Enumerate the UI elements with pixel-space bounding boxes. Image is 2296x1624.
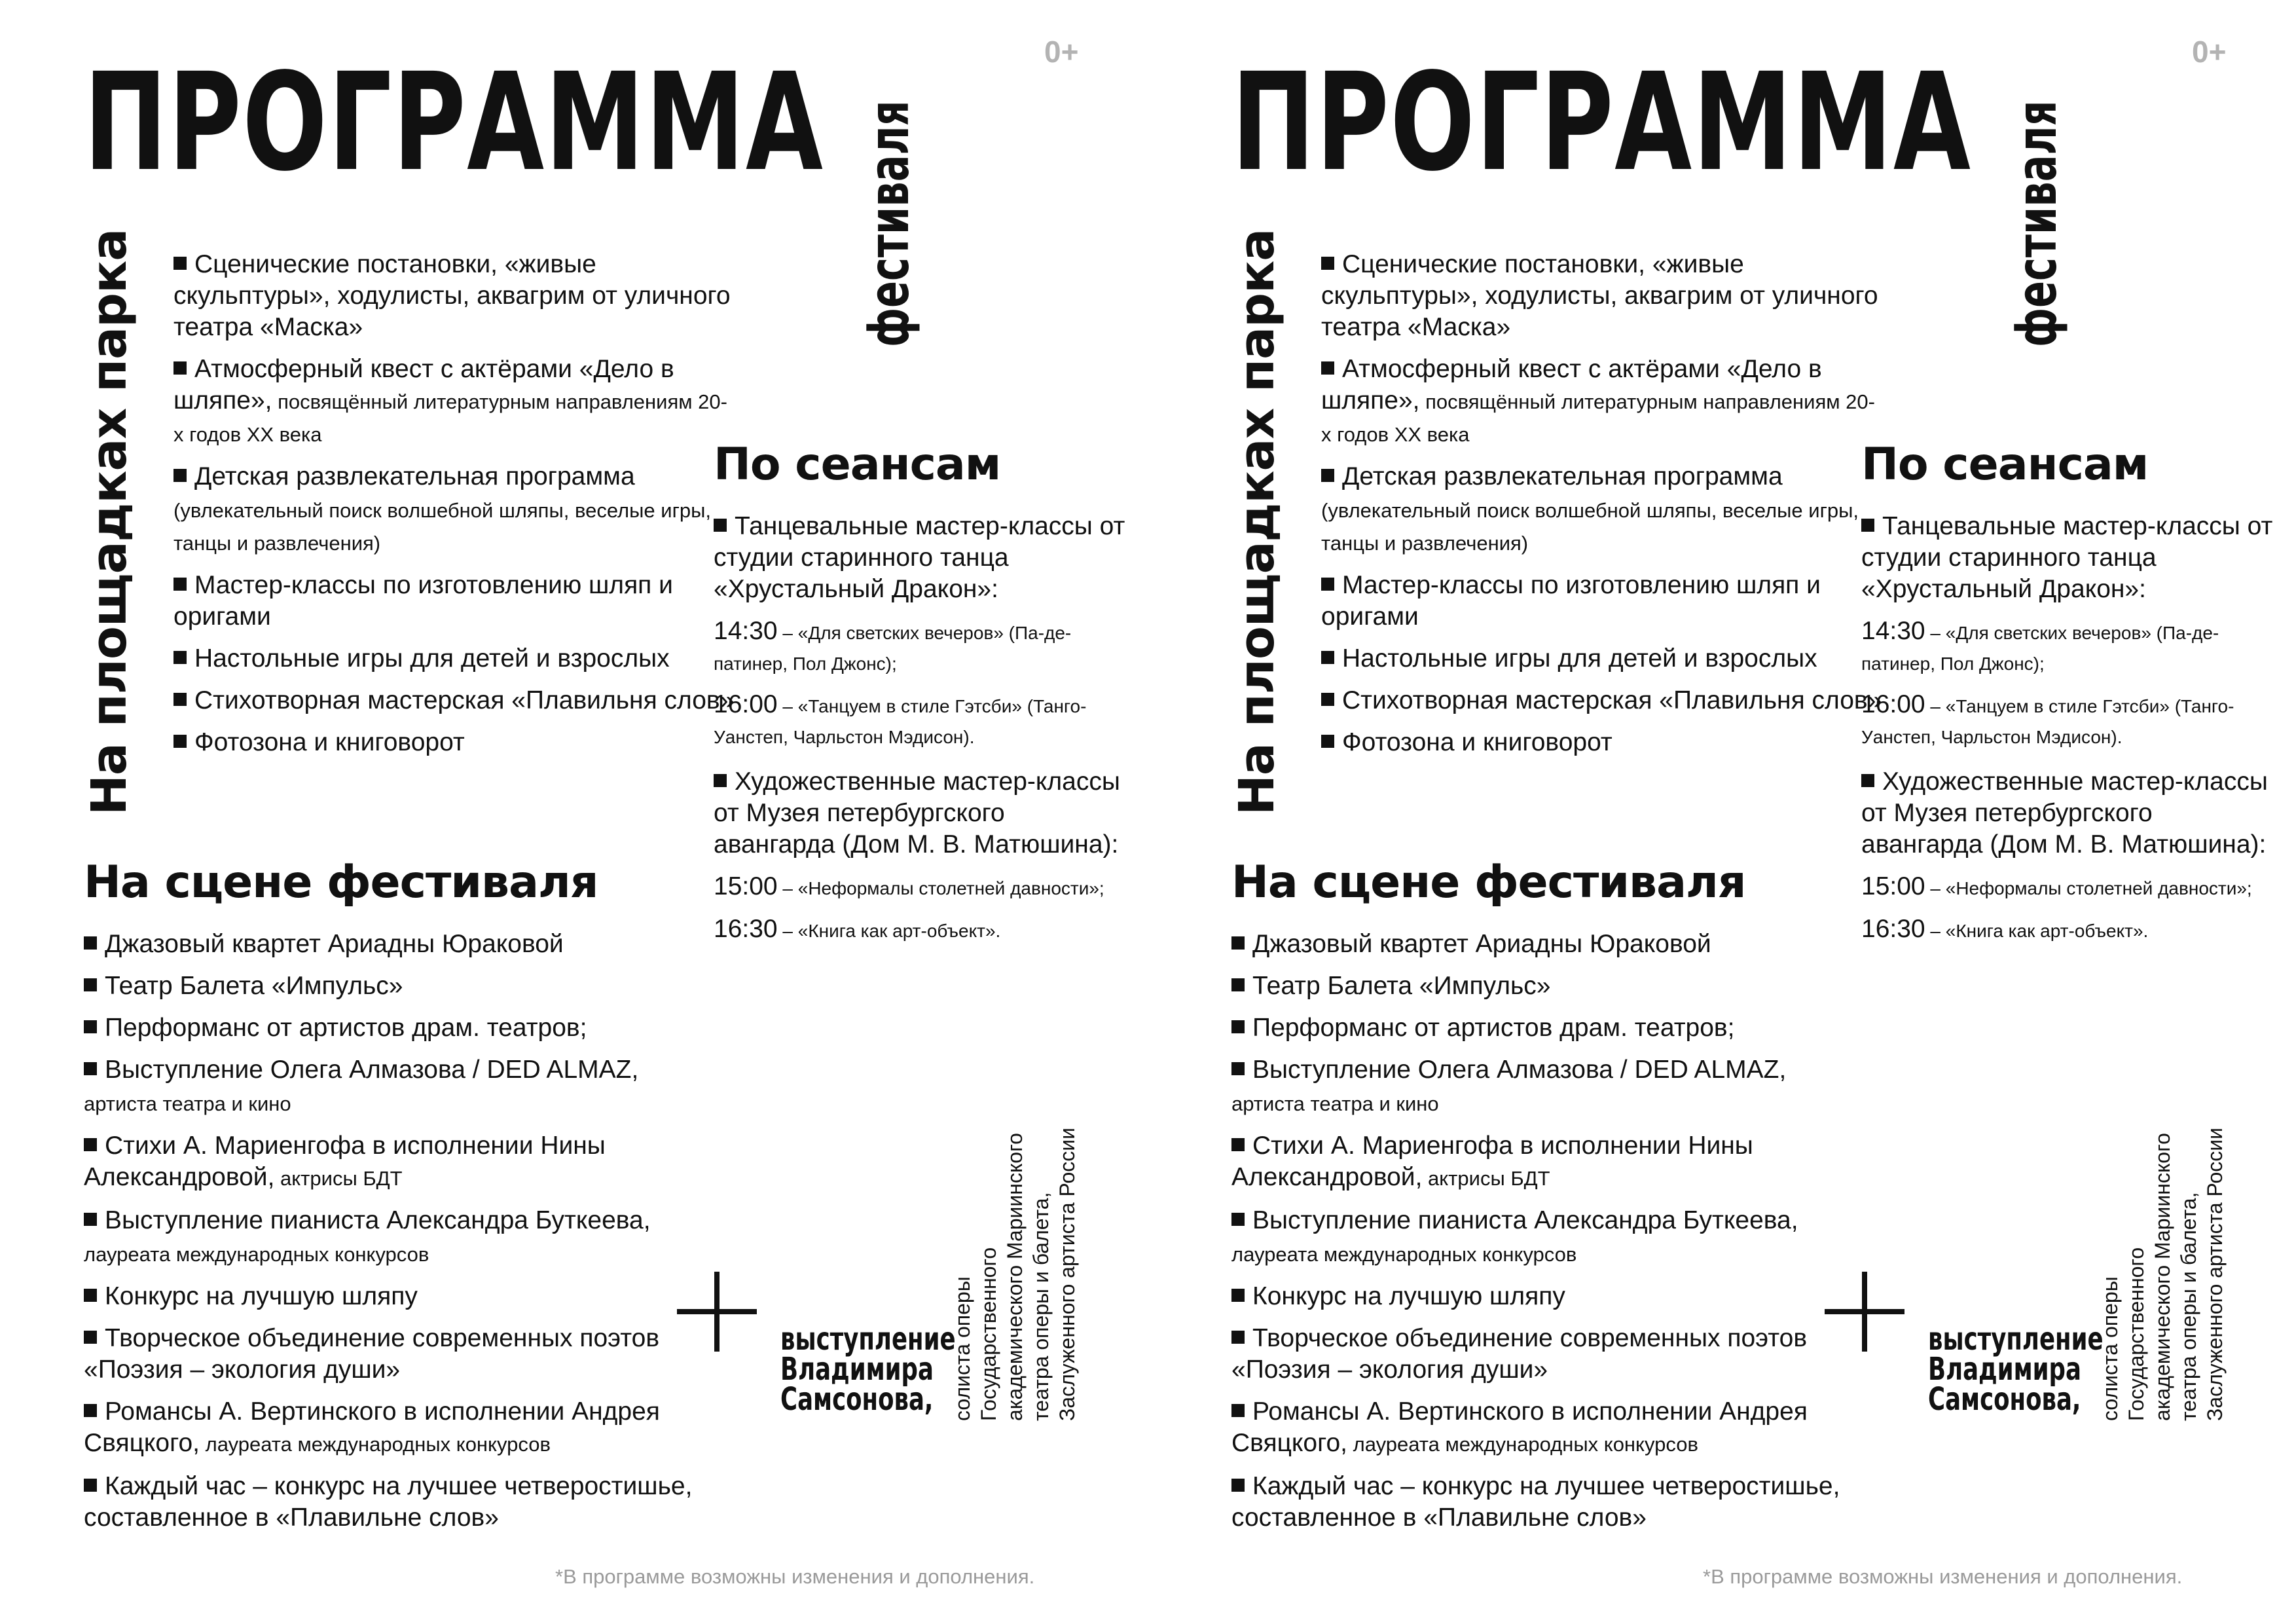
list-item [84,1471,712,1534]
item-note: актрисы БДТ [1422,1167,1550,1190]
bullet-icon [1321,578,1334,591]
performer-name [780,1321,956,1418]
list-item [173,461,737,559]
list-item [1321,249,1884,343]
list-item [1231,1323,1860,1386]
bullet-icon [84,1331,97,1344]
performer-line: выступление [780,1321,956,1357]
list-item [1231,1396,1860,1460]
session-block [1861,511,2274,752]
item-text: Атмосферный квест с актёрами «Дело в шляпе», [173,355,674,415]
session-title-text: Художественные мастер-классы от Музея петербургского авангарда (Дом М. В. Матюшина): [714,767,1120,858]
session-description: – «Неформалы столетней давности»; [777,878,1104,898]
session-entry [1861,617,2274,678]
program-title: ПРОГРАММА [1231,44,1972,201]
list-item [1321,643,1884,674]
bullet-icon [1321,735,1334,748]
list-item [173,354,737,451]
session-title-text: Танцевальные мастер-классы от студии старинного танца «Хрустальный Дракон»: [1861,512,2273,603]
age-rating: 0+ [2192,35,2227,69]
list-item [173,643,737,674]
item-note: артиста театра и кино [1231,1092,1439,1115]
session-time: 14:30 [714,617,778,645]
session-time: 15:00 [1861,872,1925,900]
bullet-icon [173,361,187,375]
list-item [1321,461,1884,559]
session-description: – «Танцуем в стиле Гэтсби» (Танго-Уанстеп, Чарльстон Мэдисон). [714,696,1087,747]
list-item [1321,685,1884,716]
item-text: Фотозона и книговорот [1342,728,1613,756]
bullet-icon [173,257,187,270]
list-item [84,1012,712,1044]
bullet-icon [1231,1289,1245,1302]
item-text: Выступление пианиста Александра Буткеева, [1252,1206,1798,1234]
list-item [84,1205,712,1270]
item-note: лауреата международных конкурсов [84,1243,429,1266]
session-entry [714,617,1126,678]
list-item [84,1130,712,1194]
plus-icon [677,1272,757,1352]
soloist-description: солиста оперы Государственного академического Мариинского театра оперы и балета, Заслуженного артиста России [951,1127,1079,1421]
bullet-icon [1321,257,1334,270]
list-item [84,1281,712,1312]
bullet-icon [173,651,187,664]
program-title: ПРОГРАММА [84,44,824,201]
item-note: посвящённый литературным направлениям 20-х годов XX века [1321,390,1875,446]
item-text: Детская развлекательная программа [1342,462,1783,490]
item-text: Сценические постановки, «живые скульптуры», ходулисты, аквагрим от уличного театра «Маска» [173,250,731,341]
list-item [173,685,737,716]
session-block [714,766,1126,946]
item-text: Настольные игры для детей и взрослых [1342,644,1817,673]
item-note: посвящённый литературным направлениям 20-х годов XX века [173,390,727,446]
session-time: 16:00 [714,690,778,718]
bullet-icon [1231,1404,1245,1417]
item-text: Выступление пианиста Александра Буткеева, [105,1206,651,1234]
soloist-description: солиста оперы Государственного академического Мариинского театра оперы и балета, Заслуженного артиста России [2098,1127,2227,1421]
session-time: 16:30 [714,915,778,943]
bullet-icon [84,1479,97,1492]
bullet-icon [1321,361,1334,375]
performer-line: Владимира [780,1351,934,1388]
stage-list [1231,929,1860,1544]
list-item [1321,354,1884,451]
session-title [1861,511,2274,605]
plus-icon [1825,1272,1904,1352]
session-entry [1861,690,2274,752]
session-description: – «Книга как арт-объект». [1925,921,2149,941]
bullet-icon [1231,1062,1245,1075]
bullet-icon [84,1289,97,1302]
list-item [1231,1471,1860,1534]
item-text: Каждый час – конкурс на лучшее четверостишье, составленное в «Плавильне слов» [84,1472,693,1532]
item-text: Перформанс от артистов драм. театров; [105,1014,587,1042]
item-note: (увлекательный поиск волшебной шляпы, веселые игры, танцы и развлечения) [1321,499,1859,555]
session-time: 15:00 [714,872,778,900]
list-item [1321,727,1884,758]
program-panel-right [1148,0,2295,1624]
bullet-icon [714,774,727,787]
list-item [84,970,712,1002]
session-description: – «Для светских вечеров» (Па-де-патинер, Пол Джонс); [714,623,1072,674]
item-note: лауреата международных конкурсов [1231,1243,1577,1266]
bullet-icon [1231,936,1245,950]
bullet-icon [1231,1020,1245,1033]
list-item [84,1396,712,1460]
bullet-icon [1231,978,1245,991]
bullet-icon [84,1213,97,1226]
parks-list [1321,249,1884,769]
session-entry [1861,872,2274,903]
item-text: Джазовый квартет Ариадны Юраковой [1252,930,1711,958]
item-note: лауреата международных конкурсов [1347,1433,1698,1456]
session-title-text: Танцевальные мастер-классы от студии старинного танца «Хрустальный Дракон»: [714,512,1125,603]
bullet-icon [84,1138,97,1151]
item-text: Выступление Олега Алмазова / DED ALMAZ, [105,1056,639,1084]
bullet-icon [1861,519,1874,532]
list-item [1231,1012,1860,1044]
list-item [1321,570,1884,633]
bullet-icon [173,693,187,706]
session-entry [714,915,1126,946]
list-item [173,570,737,633]
session-description: – «Для светских вечеров» (Па-де-патинер, Пол Джонс); [1861,623,2219,674]
performer-line: Самсонова, [1928,1381,2081,1418]
bullet-icon [173,735,187,748]
item-text: Творческое объединение современных поэтов «Поэзия – экология души» [1231,1324,1808,1384]
bullet-icon [173,469,187,482]
bullet-icon [84,1404,97,1417]
item-text: Стихи А. Мариенгофа в исполнении Нины Александровой, [1231,1132,1753,1191]
item-text: Каждый час – конкурс на лучшее четверостишье, составленное в «Плавильне слов» [1231,1472,1840,1532]
list-item [1231,1130,1860,1194]
bullet-icon [714,519,727,532]
item-note: актрисы БДТ [274,1167,403,1190]
bullet-icon [84,1020,97,1033]
list-item [84,929,712,960]
session-description: – «Книга как арт-объект». [777,921,1001,941]
sessions-heading: По сеансам [1861,439,2149,490]
item-note: лауреата международных конкурсов [200,1433,551,1456]
session-description: – «Танцуем в стиле Гэтсби» (Танго-Уанстеп, Чарльстон Мэдисон). [1861,696,2234,747]
list-item [84,1054,712,1120]
bullet-icon [84,936,97,950]
item-text: Мастер-классы по изготовлению шляп и оригами [173,571,673,631]
stage-list [84,929,712,1544]
item-text: Театр Балета «Импульс» [1252,972,1551,1000]
performer-line: Самсонова, [780,1381,934,1418]
item-text: Джазовый квартет Ариадны Юраковой [105,930,564,958]
list-item [1231,1281,1860,1312]
list-item [1231,929,1860,960]
festival-subtitle: фестиваля [2005,100,2069,347]
bullet-icon [173,578,187,591]
stage-heading: На сцене фестиваля [84,857,598,908]
performer-line: Владимира [1928,1351,2081,1388]
sessions-heading: По сеансам [714,439,1001,490]
bullet-icon [1231,1213,1245,1226]
list-item [1231,970,1860,1002]
item-text: Выступление Олега Алмазова / DED ALMAZ, [1252,1056,1787,1084]
bullet-icon [84,1062,97,1075]
session-entry [714,872,1126,903]
item-text: Конкурс на лучшую шляпу [105,1282,418,1310]
festival-subtitle: фестиваля [857,100,921,347]
list-item [173,727,737,758]
item-text: Мастер-классы по изготовлению шляп и оригами [1321,571,1821,631]
item-text: Театр Балета «Импульс» [105,972,403,1000]
session-block [1861,766,2274,946]
changes-note: *В программе возможны изменения и дополнения. [1703,1565,2183,1588]
item-text: Романсы А. Вертинского в исполнении Андрея Свяцкого, [1231,1397,1808,1457]
item-text: Творческое объединение современных поэтов «Поэзия – экология души» [84,1324,660,1384]
list-item [84,1323,712,1386]
list-item [1231,1205,1860,1270]
session-time: 16:00 [1861,690,1925,718]
item-text: Сценические постановки, «живые скульптуры», ходулисты, аквагрим от уличного театра «Маска» [1321,250,1878,341]
bullet-icon [1231,1479,1245,1492]
session-title [1861,766,2274,860]
item-text: Стихотворная мастерская «Плавильня слов» [1342,686,1882,714]
bullet-icon [1861,774,1874,787]
changes-note: *В программе возможны изменения и дополнения. [555,1565,1035,1588]
session-time: 14:30 [1861,617,1925,645]
session-title [714,511,1126,605]
item-note: (увлекательный поиск волшебной шляпы, веселые игры, танцы и развлечения) [173,499,712,555]
item-text: Перформанс от артистов драм. театров; [1252,1014,1735,1042]
sessions-list [1861,511,2274,960]
stage-heading: На сцене фестиваля [1231,857,1746,908]
session-time: 16:30 [1861,915,1925,943]
session-block [714,511,1126,752]
session-entry [1861,915,2274,946]
session-entry [714,690,1126,752]
parks-heading: На площадках парка [81,229,137,815]
item-text: Настольные игры для детей и взрослых [194,644,670,673]
bullet-icon [1321,651,1334,664]
bullet-icon [1321,469,1334,482]
session-description: – «Неформалы столетней давности»; [1925,878,2252,898]
list-item [1231,1054,1860,1120]
parks-list [173,249,737,769]
bullet-icon [84,978,97,991]
item-text: Стихотворная мастерская «Плавильня слов» [194,686,735,714]
session-title-text: Художественные мастер-классы от Музея петербургского авангарда (Дом М. В. Матюшина): [1861,767,2268,858]
item-text: Детская развлекательная программа [194,462,635,490]
age-rating: 0+ [1044,35,1079,69]
session-title [714,766,1126,860]
item-text: Конкурс на лучшую шляпу [1252,1282,1565,1310]
item-note: артиста театра и кино [84,1092,291,1115]
performer-line: выступление [1928,1321,2104,1357]
parks-heading: На площадках парка [1229,229,1285,815]
item-text: Атмосферный квест с актёрами «Дело в шляпе», [1321,355,1822,415]
bullet-icon [1231,1138,1245,1151]
performer-name [1928,1321,2104,1418]
item-text: Стихи А. Мариенгофа в исполнении Нины Александровой, [84,1132,606,1191]
item-text: Романсы А. Вертинского в исполнении Андрея Свяцкого, [84,1397,660,1457]
list-item [173,249,737,343]
item-text: Фотозона и книговорот [194,728,465,756]
bullet-icon [1231,1331,1245,1344]
sessions-list [714,511,1126,960]
bullet-icon [1321,693,1334,706]
